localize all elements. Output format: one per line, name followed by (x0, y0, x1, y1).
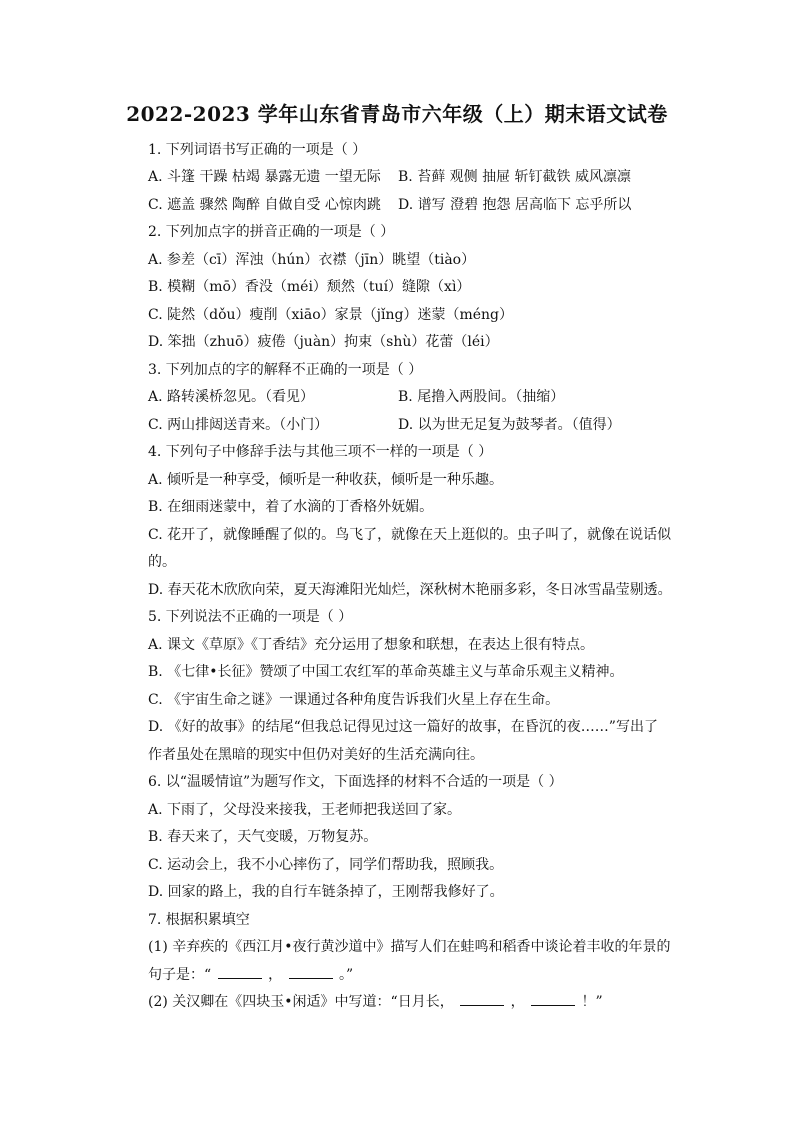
question-2-option-a: A. 参差（cī）浑浊（hún）衣襟（jīn）眺望（tiào） (148, 252, 476, 268)
question-6-option-c: C. 运动会上，我不小心摔伤了，同学们帮助我，照顾我。 (148, 857, 504, 873)
question-1-option-b: B. 苔藓 观侧 抽屉 斩钉截铁 威风凛凛 (398, 169, 631, 185)
question-3-option-a: A. 路转溪桥忽见。（看见） (148, 389, 315, 405)
question-4-option-c-line1: C. 花开了，就像睡醒了似的。鸟飞了，就像在天上逛似的。虫子叫了，就像在说话似 (148, 527, 672, 543)
question-7-part1-line2 (148, 964, 353, 986)
question-1-stem: 1. 下列词语书写正确的一项是（ ） (148, 142, 367, 158)
question-2-option-b: B. 模糊（mō）香没（méi）颓然（tuí）缝隙（xì） (148, 279, 471, 295)
question-2-option-d: D. 笨拙（zhuō）疲倦（juàn）拘束（shù）花蕾（léi） (148, 334, 499, 350)
question-6-stem: 6. 以“温暖情谊”为题写作文，下面选择的材料不合适的一项是（ ） (148, 774, 563, 790)
question-4-option-d: D. 春天花木欣欣向荣，夏天海滩阳光灿烂，深秋树木艳丽多彩，冬日冰雪晶莹剔透。 (148, 582, 672, 598)
question-6-option-b: B. 春天来了，天气变暖，万物复苏。 (148, 829, 378, 845)
question-4-stem: 4. 下列句子中修辞手法与其他三项不一样的一项是（ ） (148, 444, 493, 460)
question-3-option-c: C. 两山排闼送青来。（小门） (148, 417, 329, 433)
question-1-option-d: D. 谱写 澄碧 抱怨 居高临下 忘乎所以 (398, 197, 632, 213)
fill-blank[interactable] (531, 991, 575, 1006)
fill-blank[interactable] (218, 964, 262, 979)
question-7-part1-line1: (1) 辛弃疾的《西江月•夜行黄沙道中》描写人们在蛙鸣和稻香中谈论着丰收的年景的 (148, 939, 671, 955)
part1-suffix: 。” (338, 967, 354, 983)
question-5-option-d-line2: 作者虽处在黑暗的现实中但仍对美好的生活充满向往。 (148, 747, 484, 763)
question-5-option-b: B. 《七律•长征》赞颂了中国工农红军的革命英雄主义与革命乐观主义精神。 (148, 664, 624, 680)
question-2-option-c: C. 陡然（dǒu）瘦削（xiāo）家景（jǐng）迷蒙（méng） (148, 307, 514, 323)
question-6-option-d: D. 回家的路上，我的自行车链条掉了，王刚帮我修好了。 (148, 884, 504, 900)
question-3-option-d: D. 以为世无足复为鼓琴者。（值得） (398, 417, 621, 433)
part2-separator: ， (510, 994, 525, 1010)
question-3-option-b: B. 尾撸入两股间。（抽缩） (398, 389, 565, 405)
question-4-option-a: A. 倾听是一种享受，倾听是一种收获，倾听是一种乐趣。 (148, 472, 504, 488)
question-6-option-a: A. 下雨了，父母没来接我，王老师把我送回了家。 (148, 802, 462, 818)
part1-separator: ， (268, 967, 283, 983)
question-7-stem: 7. 根据积累填空 (148, 912, 250, 928)
question-1-option-a: A. 斗篷 干躁 枯竭 暴露无遗 一望无际 (148, 169, 381, 185)
fill-blank[interactable] (460, 991, 504, 1006)
question-5-option-c: C. 《宇宙生命之谜》一课通过各种角度告诉我们火星上存在生命。 (148, 692, 560, 708)
question-2-stem: 2. 下列加点字的拼音正确的一项是（ ） (148, 224, 395, 240)
question-4-option-c-line2: 的。 (148, 554, 176, 570)
part2-suffix: ！” (581, 994, 603, 1010)
question-1-option-c: C. 遮盖 骤然 陶醉 自做自受 心惊肉跳 (148, 197, 381, 213)
exam-title: 2022-2023 学年山东省青岛市六年级（上）期末语文试卷 (126, 102, 668, 126)
question-4-option-b: B. 在细雨迷蒙中，着了水滴的丁香格外妩媚。 (148, 499, 434, 515)
part1-prefix: 句子是：“ (148, 967, 212, 983)
question-7-part2 (148, 991, 603, 1013)
question-5-option-d-line1: D. 《好的故事》的结尾“但我总记得见过这一篇好的故事，在昏沉的夜……”写出了 (148, 719, 658, 735)
fill-blank[interactable] (289, 964, 333, 979)
question-5-option-a: A. 课文《草原》《丁香结》充分运用了想象和联想，在表达上很有特点。 (148, 637, 595, 653)
part2-prefix: (2) 关汉卿在《四块玉•闲适》中写道：“日月长， (148, 994, 454, 1010)
question-5-stem: 5. 下列说法不正确的一项是（ ） (148, 609, 353, 625)
question-3-stem: 3. 下列加点的字的解释不正确的一项是（ ） (148, 362, 423, 378)
